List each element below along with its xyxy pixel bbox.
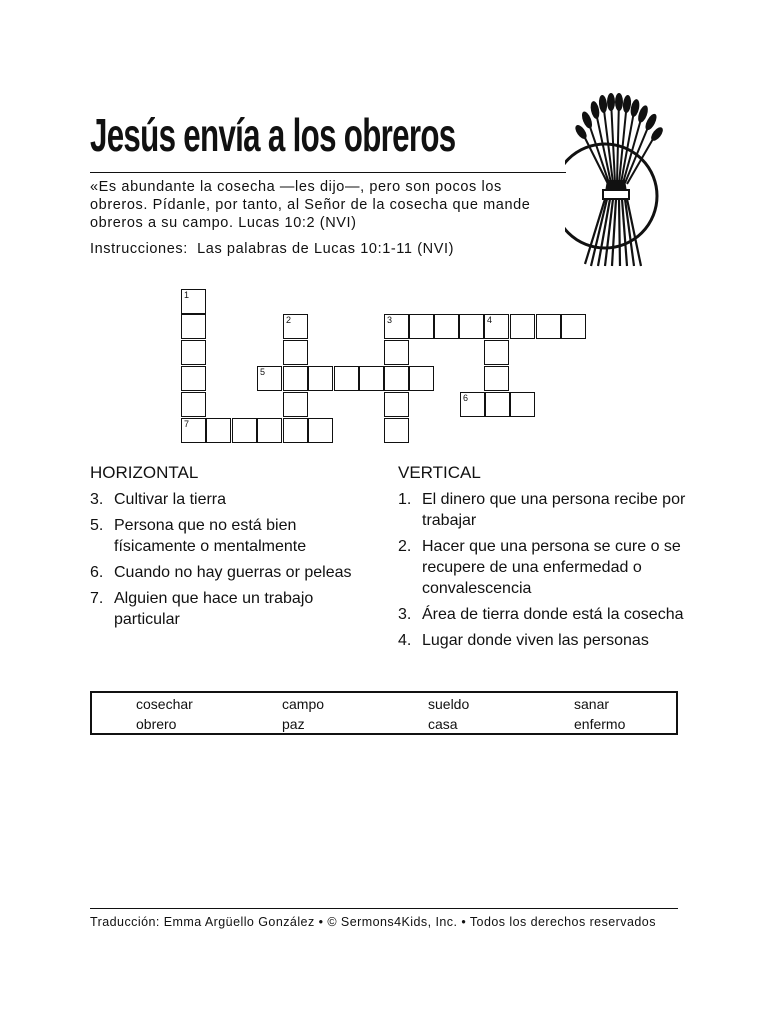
clue-number: 1	[184, 290, 190, 300]
horizontal-clues	[90, 462, 360, 635]
crossword-cell[interactable]	[510, 392, 535, 417]
crossword-cell[interactable]	[409, 366, 434, 391]
clue-item	[398, 604, 688, 625]
clue-num: 2.	[398, 538, 412, 555]
crossword-cell[interactable]	[181, 418, 206, 443]
clue-item	[90, 489, 360, 510]
crossword-cell[interactable]	[384, 392, 409, 417]
clue-text: Alguien que hace un trabajo particular	[114, 590, 314, 628]
word-bank	[90, 691, 678, 735]
crossword-cell[interactable]	[283, 340, 308, 365]
clue-num: 4.	[398, 632, 412, 649]
clue-text: Cuando no hay guerras or peleas	[114, 564, 352, 581]
crossword-cell[interactable]	[181, 314, 206, 339]
crossword-cell[interactable]	[384, 340, 409, 365]
clue-number: 2	[286, 315, 292, 325]
crossword-cell[interactable]	[181, 366, 206, 391]
clue-item	[90, 515, 360, 557]
clue-num: 6.	[90, 564, 104, 581]
clue-number: 4	[487, 315, 493, 325]
crossword-cell[interactable]	[257, 418, 282, 443]
clue-item	[90, 588, 360, 630]
crossword-cell[interactable]	[409, 314, 434, 339]
bible-quote: «Es abundante la cosecha —les dijo—, pero son pocos los obreros. Pídanle, por tanto, al Señor de la cosecha que mande obreros a su campo. Lucas 10:2 (NVI)	[90, 179, 531, 231]
footer-credits: Traducción: Emma Argüello González • © Sermons4Kids, Inc. • Todos los derechos reservados	[90, 915, 656, 929]
clue-text: Área de tierra donde está la cosecha	[422, 606, 684, 623]
crossword-cell[interactable]	[181, 392, 206, 417]
clue-text: Hacer que una persona se cure o se recupere de una enfermedad o convalescencia	[422, 538, 681, 597]
crossword-cell[interactable]	[257, 366, 282, 391]
crossword-cell[interactable]	[334, 366, 359, 391]
crossword-cell[interactable]	[434, 314, 459, 339]
crossword-cell[interactable]	[484, 366, 509, 391]
crossword-cell[interactable]	[510, 314, 535, 339]
vertical-clues	[398, 462, 688, 656]
crossword-cell[interactable]	[384, 314, 409, 339]
clue-number: 3	[387, 315, 393, 325]
crossword-cell[interactable]	[459, 314, 484, 339]
crossword-cell[interactable]	[384, 366, 409, 391]
word-bank-word: campo	[282, 696, 325, 712]
clue-number: 7	[184, 419, 190, 429]
word-bank-word: enfermo	[574, 716, 626, 732]
crossword-cell[interactable]	[283, 366, 308, 391]
crossword-cell[interactable]	[484, 314, 509, 339]
clue-item	[398, 536, 688, 599]
crossword-cell[interactable]	[359, 366, 384, 391]
clue-number: 5	[260, 367, 266, 377]
clue-num: 7.	[90, 590, 104, 607]
crossword-cell[interactable]	[206, 418, 231, 443]
wheat-sheaf-icon	[565, 88, 685, 270]
word-bank-word: casa	[428, 716, 458, 732]
word-bank-word: obrero	[136, 716, 177, 732]
crossword-cell[interactable]	[536, 314, 561, 339]
crossword-cell[interactable]	[181, 340, 206, 365]
clue-num: 3.	[398, 606, 412, 623]
crossword-cell[interactable]	[384, 418, 409, 443]
crossword-cell[interactable]	[460, 392, 485, 417]
word-bank-word: sanar	[574, 696, 610, 712]
word-bank-word: paz	[282, 716, 305, 732]
crossword-cell[interactable]	[181, 289, 206, 314]
clue-text: Lugar donde viven las personas	[422, 632, 649, 649]
footer-divider	[90, 908, 678, 909]
instructions-text: Las palabras de Lucas 10:1-11 (NVI)	[197, 241, 455, 257]
crossword-cell[interactable]	[484, 340, 509, 365]
instructions	[90, 241, 454, 257]
title-divider	[90, 172, 566, 173]
word-bank-word: sueldo	[428, 696, 470, 712]
crossword-cell[interactable]	[232, 418, 257, 443]
horizontal-heading: HORIZONTAL	[90, 463, 199, 482]
clue-text: Persona que no está bien físicamente o mentalmente	[114, 517, 307, 555]
clue-item	[90, 562, 360, 583]
clue-num: 1.	[398, 491, 412, 508]
crossword-cell[interactable]	[561, 314, 586, 339]
page-title: Jesús envía a los obreros	[90, 109, 456, 161]
clue-num: 5.	[90, 517, 104, 534]
clue-text: El dinero que una persona recibe por trabajar	[422, 491, 686, 529]
clue-text: Cultivar la tierra	[114, 491, 227, 508]
crossword-cell[interactable]	[308, 418, 333, 443]
clue-item	[398, 489, 688, 531]
vertical-heading: VERTICAL	[398, 463, 481, 482]
crossword-cell[interactable]	[283, 392, 308, 417]
instructions-label: Instrucciones:	[90, 241, 188, 257]
clue-num: 3.	[90, 491, 104, 508]
crossword-cell[interactable]	[283, 314, 308, 339]
crossword-cell[interactable]	[485, 392, 510, 417]
crossword-cell[interactable]	[308, 366, 333, 391]
clue-number: 6	[463, 393, 469, 403]
clue-item	[398, 630, 688, 651]
word-bank-word: cosechar	[136, 696, 193, 712]
crossword-cell[interactable]	[283, 418, 308, 443]
